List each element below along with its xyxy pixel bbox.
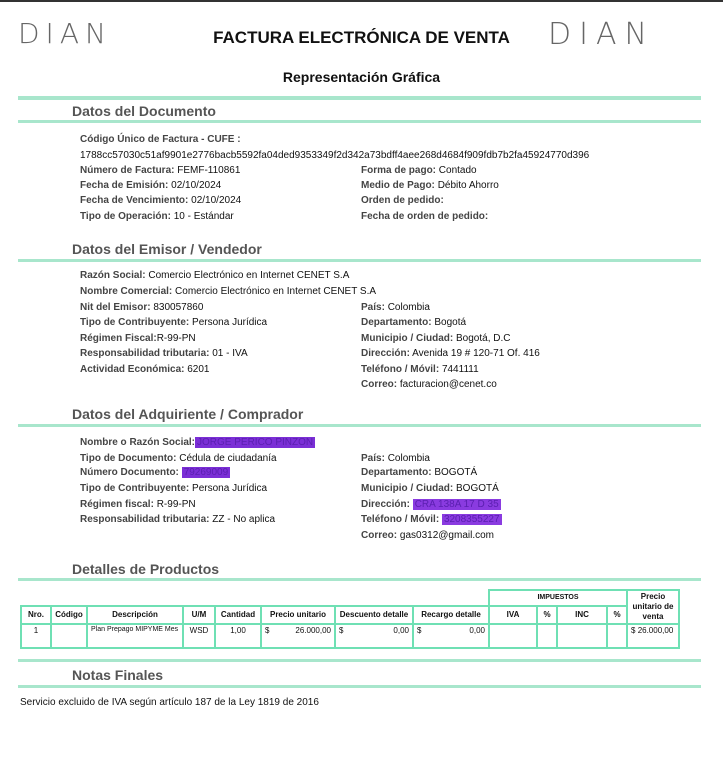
fecha-orden-label: Fecha de orden de pedido: [361,211,489,222]
precio-value: 26.000,00 [295,626,331,635]
section-band [18,120,701,123]
cufe-value: 1788cc57030c51af9901e2776bacb5592fa04ded9353349f2d342a73bdff4aee268d4684f909fdb7b2fa45924770d396 [80,150,590,161]
currency-symbol: $ [265,626,270,635]
dian-logo-left: DIAN [18,17,112,50]
razon-social-label: Razón Social: [80,270,146,281]
currency-symbol: $ [339,626,344,635]
nombre-label: Nombre o Razón Social: [80,437,196,448]
section-band [18,424,701,427]
top-border [0,0,723,2]
nombre-comercial-value: Comercio Electrónico en Internet CENET S.A [175,286,377,297]
telefono-label: Teléfono / Móvil: [361,514,440,525]
table-row [21,624,679,648]
pais-value: Colombia [387,453,430,464]
col-header: U/M [183,606,215,624]
tipo-documento-value: Cédula de ciudadanía [179,453,277,464]
section-heading-documento: Datos del Documento [72,103,216,119]
tipo-operacion-label: Tipo de Operación: [80,211,171,222]
dian-logo-right: DIAN [548,17,655,52]
cell-precio [261,624,335,648]
responsabilidad-label: Responsabilidad tributaria: [80,348,210,359]
col-header: IVA [489,606,537,624]
telefono-redacted: 3208355227 [443,514,500,525]
municipio-label: Municipio / Ciudad: [361,333,454,344]
orden-pedido-label: Orden de pedido: [361,195,444,206]
col-header: Recargo detalle [413,606,489,624]
pais-label: País: [361,302,385,313]
currency-symbol: $ [417,626,422,635]
col-header: Código [51,606,87,624]
impuestos-header: IMPUESTOS [489,590,627,606]
cell-inc [557,624,607,648]
section-band [18,96,701,100]
correo-label: Correo: [361,530,398,541]
telefono-value: 7441111 [441,364,479,375]
products-table [20,589,680,649]
cell-nro: 1 [21,624,51,648]
tipo-contribuyente-value: Persona Jurídica [192,317,268,328]
page-subtitle: Representación Gráfica [282,69,441,85]
currency-symbol: $ [631,626,636,635]
col-header: INC [557,606,607,624]
cufe-label: Código Único de Factura - CUFE : [80,134,241,145]
nombre-comercial-label: Nombre Comercial: [80,286,173,297]
tipo-contribuyente-label: Tipo de Contribuyente: [80,317,190,328]
correo-value: facturacion@cenet.co [399,379,497,390]
col-header: Descripción [87,606,183,624]
cell-cantidad: 1,00 [215,624,261,648]
tipo-operacion-value: 10 - Estándar [173,211,234,222]
municipio-value: BOGOTÁ [456,483,499,494]
section-band [18,685,701,688]
tipo-documento-label: Tipo de Documento: [80,453,177,464]
responsabilidad-label: Responsabilidad tributaria: [80,514,210,525]
municipio-label: Municipio / Ciudad: [361,483,454,494]
cell-codigo [51,624,87,648]
numero-documento-redacted: 79269009 [183,467,229,478]
municipio-value: Bogotá, D.C [456,333,511,344]
section-heading-productos: Detalles de Productos [72,561,220,577]
col-header: Nro. [21,606,51,624]
regimen-label: Régimen fiscal: [80,499,154,510]
direccion-redacted: CRA 138A 17 D 35 [414,499,499,510]
table-header-row [21,606,679,624]
venta-value: 26.000,00 [637,626,674,635]
cell-venta [627,624,679,648]
nit-label: Nit del Emisor: [80,302,151,313]
actividad-label: Actividad Económica: [80,364,185,375]
numero-documento-label: Número Documento: [80,467,179,478]
table-header-row [21,590,679,606]
departamento-value: Bogotá [434,317,467,328]
notas-text: Servicio excluido de IVA según artículo 187 de la Ley 1819 de 2016 [20,697,319,708]
departamento-label: Departamento: [361,317,432,328]
section-band [18,259,701,262]
pais-label: País: [361,453,385,464]
numero-factura-label: Número de Factura: [80,165,175,176]
tipo-contribuyente-label: Tipo de Contribuyente: [80,483,190,494]
nit-value: 830057860 [153,302,204,313]
recargo-value: 0,00 [469,626,485,635]
cell-descuento [335,624,413,648]
medio-pago-value: Débito Ahorro [437,180,499,191]
direccion-value: Avenida 19 # 120-71 Of. 416 [412,348,540,359]
regimen-value: R-99-PN [156,333,196,344]
razon-social-value: Comercio Electrónico en Internet CENET S.A [148,270,350,281]
col-header: % [537,606,557,624]
direccion-label: Dirección: [361,348,410,359]
section-heading-notas: Notas Finales [72,667,164,683]
cell-descripcion: Plan Prepago MIPYME Mes [87,624,183,648]
responsabilidad-value: 01 - IVA [212,348,248,359]
forma-pago-label: Forma de pago: [361,165,437,176]
pais-value: Colombia [387,302,430,313]
departamento-value: BOGOTÁ [434,467,478,478]
numero-factura-value: FEMF-110861 [177,165,241,176]
direccion-label: Dirección: [361,499,410,510]
cell-inc-pct [607,624,627,648]
section-band [18,659,701,662]
section-band [18,578,701,581]
correo-value: gas0312@gmail.com [399,530,494,541]
precio-venta-header: Precio unitario de venta [627,590,679,624]
descuento-value: 0,00 [393,626,409,635]
fecha-emision-label: Fecha de Emisión: [80,180,169,191]
fecha-vencimiento-value: 02/10/2024 [191,195,242,206]
tipo-contribuyente-value: Persona Jurídica [192,483,268,494]
regimen-value: R-99-PN [156,499,196,510]
nombre-value-redacted: JORGE PERICO PINZON [197,437,314,448]
fecha-vencimiento-label: Fecha de Vencimiento: [80,195,189,206]
correo-label: Correo: [361,379,398,390]
medio-pago-label: Medio de Pago: [361,180,435,191]
fecha-emision-value: 02/10/2024 [171,180,222,191]
section-heading-emisor: Datos del Emisor / Vendedor [72,241,262,257]
page-title: FACTURA ELECTRÓNICA DE VENTA [213,28,510,47]
col-header: Cantidad [215,606,261,624]
section-heading-adquiriente: Datos del Adquiriente / Comprador [72,406,304,422]
col-header: Descuento detalle [335,606,413,624]
cell-iva-pct [537,624,557,648]
regimen-label: Régimen Fiscal: [80,333,157,344]
actividad-value: 6201 [187,364,210,375]
cell-iva [489,624,537,648]
forma-pago-value: Contado [438,165,477,176]
responsabilidad-value: ZZ - No aplica [212,514,276,525]
col-header: Precio unitario [261,606,335,624]
departamento-label: Departamento: [361,467,432,478]
col-header: % [607,606,627,624]
cell-um: WSD [183,624,215,648]
telefono-label: Teléfono / Móvil: [361,364,440,375]
cell-recargo [413,624,489,648]
